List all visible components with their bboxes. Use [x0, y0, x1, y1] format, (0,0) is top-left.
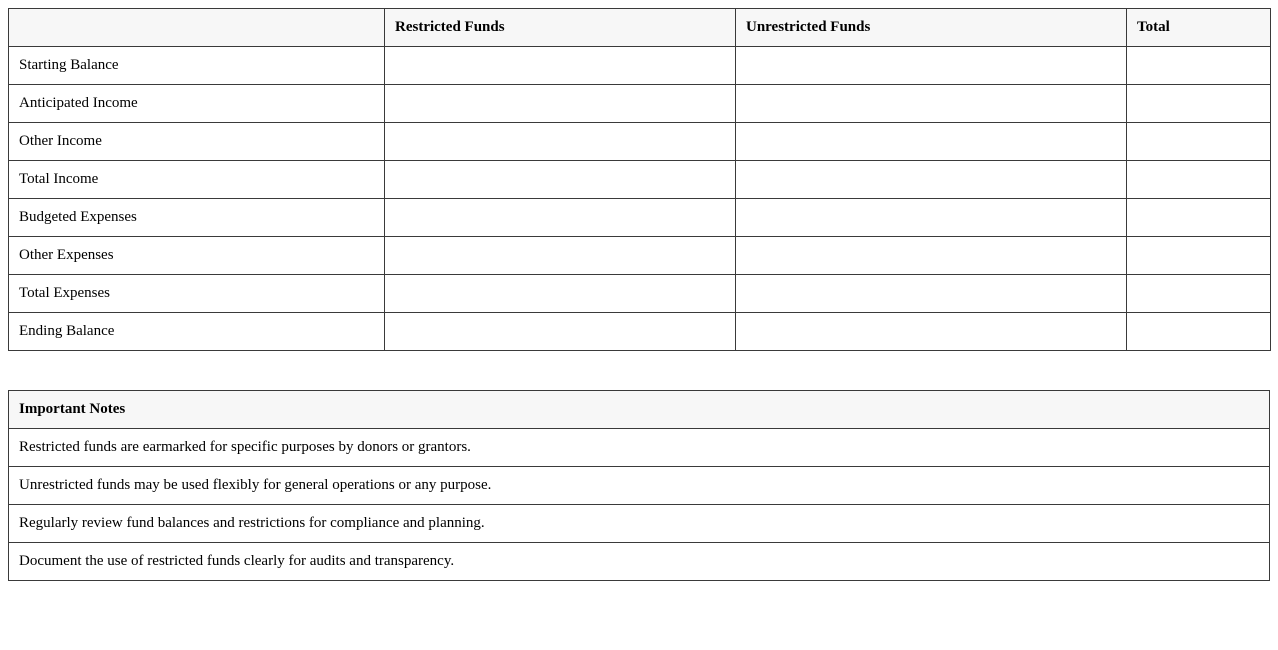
- unrestricted-cell: [736, 275, 1127, 313]
- header-total: Total: [1127, 9, 1271, 47]
- table-row: [9, 161, 1271, 199]
- table-row: [9, 275, 1271, 313]
- table-row: [9, 123, 1271, 161]
- table-row: [9, 505, 1270, 543]
- total-cell: [1127, 199, 1271, 237]
- row-label: Other Income: [9, 123, 385, 161]
- total-cell: [1127, 313, 1271, 351]
- header-restricted-funds: Restricted Funds: [385, 9, 736, 47]
- total-cell: [1127, 47, 1271, 85]
- restricted-cell: [385, 85, 736, 123]
- unrestricted-cell: [736, 123, 1127, 161]
- table-row: [9, 467, 1270, 505]
- total-cell: [1127, 275, 1271, 313]
- notes-header-row: [9, 391, 1270, 429]
- table-row: [9, 543, 1270, 581]
- total-cell: [1127, 123, 1271, 161]
- table-row: [9, 237, 1271, 275]
- restricted-cell: [385, 123, 736, 161]
- unrestricted-cell: [736, 85, 1127, 123]
- restricted-cell: [385, 237, 736, 275]
- row-label: Anticipated Income: [9, 85, 385, 123]
- total-cell: [1127, 85, 1271, 123]
- header-unrestricted-funds: Unrestricted Funds: [736, 9, 1127, 47]
- table-row: [9, 199, 1271, 237]
- unrestricted-cell: [736, 237, 1127, 275]
- row-label: Total Expenses: [9, 275, 385, 313]
- row-label: Total Income: [9, 161, 385, 199]
- notes-header: Important Notes: [9, 391, 1270, 429]
- restricted-cell: [385, 47, 736, 85]
- restricted-cell: [385, 275, 736, 313]
- restricted-cell: [385, 161, 736, 199]
- note-text: Unrestricted funds may be used flexibly for general operations or any purpose.: [9, 467, 1270, 505]
- table-row: [9, 429, 1270, 467]
- total-cell: [1127, 237, 1271, 275]
- header-blank: [9, 9, 385, 47]
- restricted-cell: [385, 199, 736, 237]
- table-row: [9, 47, 1271, 85]
- unrestricted-cell: [736, 199, 1127, 237]
- unrestricted-cell: [736, 161, 1127, 199]
- total-cell: [1127, 161, 1271, 199]
- row-label: Other Expenses: [9, 237, 385, 275]
- row-label: Budgeted Expenses: [9, 199, 385, 237]
- unrestricted-cell: [736, 313, 1127, 351]
- funds-table: [8, 8, 1271, 351]
- restricted-cell: [385, 313, 736, 351]
- table-row: [9, 85, 1271, 123]
- note-text: Regularly review fund balances and restrictions for compliance and planning.: [9, 505, 1270, 543]
- unrestricted-cell: [736, 47, 1127, 85]
- row-label: Ending Balance: [9, 313, 385, 351]
- row-label: Starting Balance: [9, 47, 385, 85]
- funds-header-row: [9, 9, 1271, 47]
- note-text: Document the use of restricted funds clearly for audits and transparency.: [9, 543, 1270, 581]
- notes-table: [8, 390, 1270, 581]
- table-row: [9, 313, 1271, 351]
- note-text: Restricted funds are earmarked for specific purposes by donors or grantors.: [9, 429, 1270, 467]
